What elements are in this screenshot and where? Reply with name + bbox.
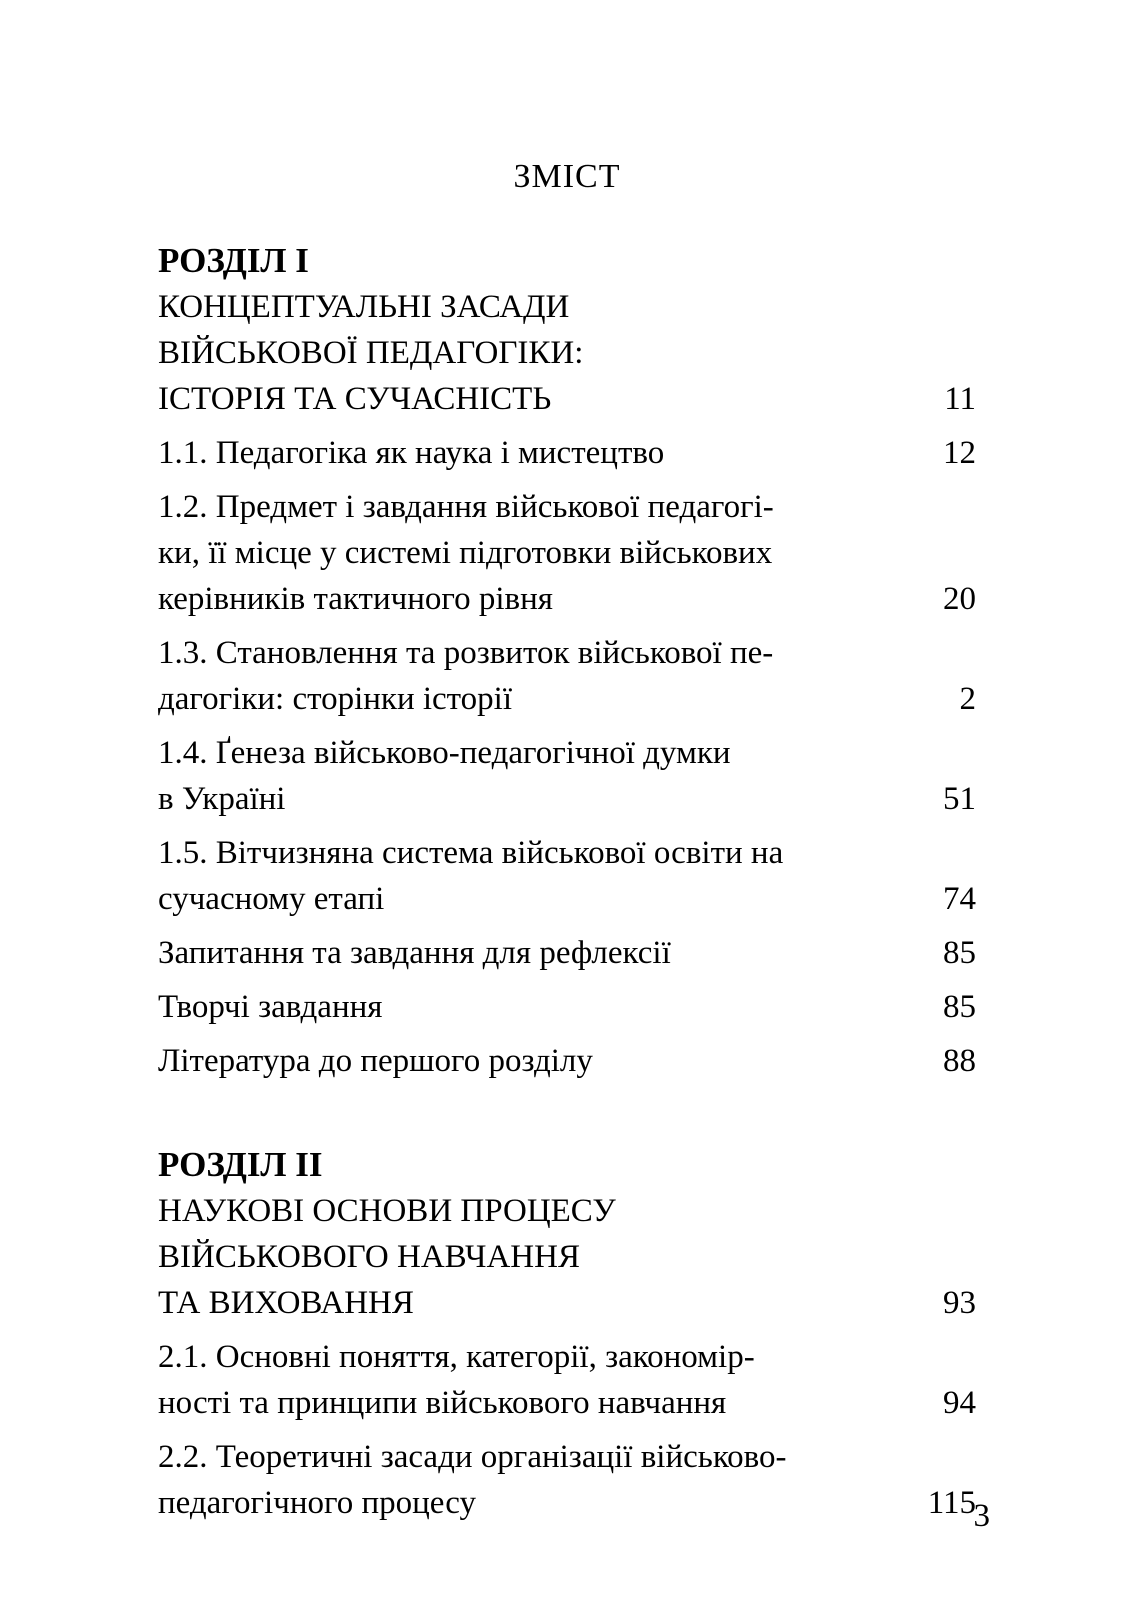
toc-line	[158, 1188, 976, 1234]
toc-line-text: ності та принципи військового навчання	[158, 1385, 727, 1421]
toc-line	[158, 1334, 976, 1380]
toc-line-text: 1.5. Вітчизняна система військової освіти на	[158, 835, 784, 871]
toc-content	[158, 154, 976, 1526]
toc-list	[158, 238, 976, 1526]
toc-line	[158, 876, 976, 922]
toc-line	[158, 1234, 976, 1280]
toc-line	[158, 530, 976, 576]
toc-line-page-number: 115	[927, 1485, 976, 1521]
toc-line	[158, 330, 976, 376]
toc-line-text: КОНЦЕПТУАЛЬНІ ЗАСАДИ	[158, 289, 570, 325]
toc-line-text: 2.2. Теоретичні засади організації військово-	[158, 1439, 787, 1475]
toc-line-page-number: 88	[943, 1043, 976, 1079]
toc-line-text: ВІЙСЬКОВОГО НАВЧАННЯ	[158, 1239, 580, 1275]
toc-line-text: педагогічного процесу	[158, 1485, 476, 1521]
toc-line	[158, 984, 976, 1030]
toc-line-page-number: 20	[943, 581, 976, 617]
toc-line	[158, 1480, 976, 1526]
toc-line-text: 1.4. Ґенеза військово-педагогічної думки	[158, 735, 731, 771]
toc-line-page-number: 74	[943, 881, 976, 917]
toc-line-page-number: 12	[943, 435, 976, 471]
toc-line	[158, 830, 976, 876]
toc-line	[158, 284, 976, 330]
toc-line-text: сучасному етапі	[158, 881, 385, 917]
toc-line-text: Запитання та завдання для рефлексії	[158, 935, 671, 971]
toc-line	[158, 676, 976, 722]
toc-line-page-number: 94	[943, 1385, 976, 1421]
toc-line-text: Література до першого розділу	[158, 1043, 593, 1079]
toc-line	[158, 430, 976, 476]
toc-line-text: 1.1. Педагогіка як наука і мистецтво	[158, 435, 665, 471]
toc-line	[158, 630, 976, 676]
toc-line	[158, 484, 976, 530]
page-title: ЗМІСТ	[513, 158, 621, 195]
toc-line-text: в Україні	[158, 781, 286, 817]
toc-line	[158, 730, 976, 776]
footer-page-number: 3	[973, 1498, 990, 1534]
toc-line-text: ІСТОРІЯ ТА СУЧАСНІСТЬ	[158, 381, 552, 417]
toc-line	[158, 1142, 976, 1188]
toc-line	[158, 1380, 976, 1426]
toc-line	[158, 1434, 976, 1480]
toc-line	[158, 238, 976, 284]
toc-line-page-number: 85	[943, 989, 976, 1025]
toc-line-text: ВІЙСЬКОВОЇ ПЕДАГОГІКИ:	[158, 335, 584, 371]
toc-line	[158, 1280, 976, 1326]
toc-line	[158, 376, 976, 422]
toc-line-text: ТА ВИХОВАННЯ	[158, 1285, 414, 1321]
toc-line	[158, 776, 976, 822]
toc-line-page-number: 2	[959, 681, 976, 717]
toc-line-text: 1.2. Предмет і завдання військової педагогі-	[158, 489, 774, 525]
toc-line-page-number: 51	[943, 781, 976, 817]
toc-line	[158, 1038, 976, 1084]
toc-line-text: керівників тактичного рівня	[158, 581, 553, 617]
toc-line-text: НАУКОВІ ОСНОВИ ПРОЦЕСУ	[158, 1193, 616, 1229]
toc-line-text: 2.1. Основні поняття, категорії, закономір-	[158, 1339, 755, 1375]
toc-line-text: дагогіки: сторінки історії	[158, 681, 513, 717]
toc-line	[158, 576, 976, 622]
toc-line	[158, 930, 976, 976]
toc-line-text: 1.3. Становлення та розвиток військової пе-	[158, 635, 774, 671]
toc-line-text: Творчі завдання	[158, 989, 383, 1025]
toc-line-page-number: 85	[943, 935, 976, 971]
toc-line-page-number: 11	[944, 381, 976, 417]
toc-line-page-number: 93	[943, 1285, 976, 1321]
toc-line-text: РОЗДІЛ I	[158, 241, 309, 280]
toc-line-text: РОЗДІЛ II	[158, 1145, 323, 1184]
toc-line-text: ки, її місце у системі підготовки військових	[158, 535, 773, 571]
